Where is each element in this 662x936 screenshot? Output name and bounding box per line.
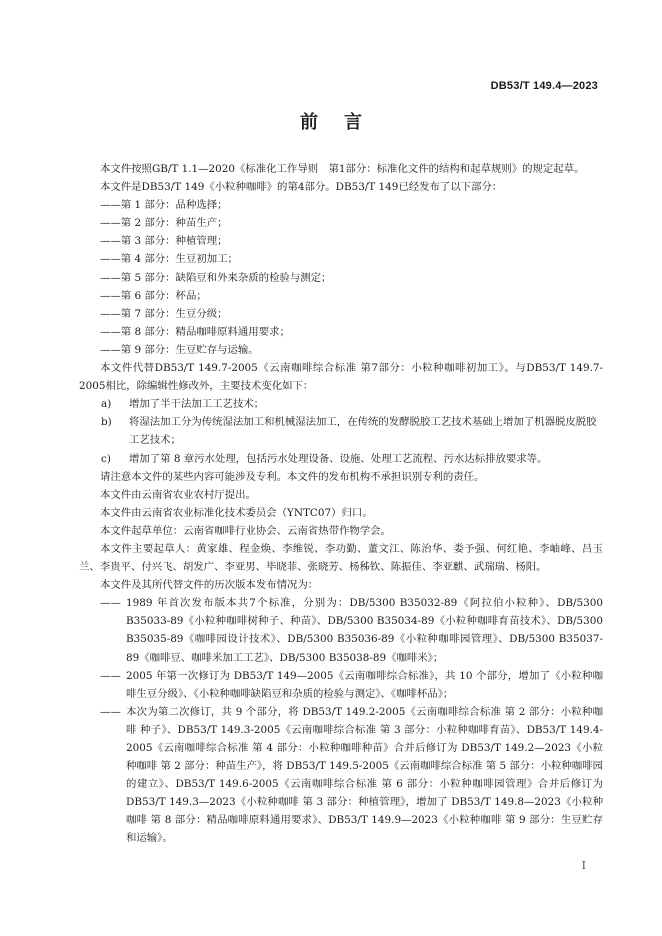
paragraph-drafting-units: 本文件起草单位：云南省咖啡行业协会、云南省热带作物学会。 [100, 524, 391, 537]
list-item-text: 2005 年第一次修订为 DB53/T 149—2005《云南咖啡综合标准》，共 10 个部分，增加了《小粒种咖啡生豆分级》、《小粒种咖啡缺陷豆和杂质的检验与测定》、《咖啡杯品》； [126, 669, 603, 700]
list-item: ——第 7 部分：生豆分级； [100, 307, 228, 320]
list-item [79, 413, 603, 449]
paragraph-patent-notice: 请注意本文件的某些内容可能涉及专利。本文件的发布机构不承担识别专利的责任。 [100, 470, 485, 483]
list-item [79, 667, 603, 703]
list-marker: —— [100, 597, 121, 610]
parts-list [79, 196, 603, 359]
list-item-text: 将湿法加工分为传统湿法加工和机械湿法加工，在传统的发酵脱胶工艺技术基础上增加了机器脱皮脱胶工艺技术； [129, 416, 597, 447]
list-item [79, 594, 603, 666]
list-item: ——第 5 部分：缺陷豆和外来杂质的检验与测定； [100, 271, 332, 284]
paragraph-history-intro: 本文件及其所代替文件的历次版本发布情况为： [100, 579, 319, 592]
list-item: ——第 9 部分：生豆贮存与运输。 [100, 343, 259, 356]
changes-list [79, 395, 603, 467]
list-marker: —— [100, 669, 121, 682]
paragraph-drafters: 本文件主要起草人：黄家雄、程金焕、李维锐、李功勤、董文江、陈治华、娄予强、何红艳、李岫峰、吕玉兰、李贵平、付兴飞、胡发广、李亚男、毕晓菲、张晓芳、杨秭钦、陈振佳、李亚麒、武瑞瑞、杨阳。 [79, 542, 603, 574]
list-marker: c) [101, 452, 111, 465]
paragraph-committee: 本文件由云南省农业标准化技术委员会（YNTC07）归口。 [100, 506, 373, 519]
list-item: ——第 3 部分：种植管理； [100, 235, 228, 248]
paragraph-part-info: 本文件是DB53/T 149《小粒种咖啡》的第4部分。DB53/T 149已经发布了以下部分： [100, 181, 503, 194]
list-item [79, 395, 603, 413]
list-item-text: 1989 年首次发布版本共7个标准，分别为：DB/5300 B35032-89《阿拉伯小粒种》、DB/5300 B35033-89《小粒种咖啡树种子、种苗》、DB/5300 B35034-89《小粒种咖啡育苗技术》、DB/5300 B35035-89《咖啡园设计技术》、DB/5300 B35036-89《小粒种咖啡园管理》、DB/5300 B35037-89《咖啡豆、咖啡米加工工艺》、DB/5300 B35038-89《咖啡米》； [126, 597, 603, 664]
list-item-text: 本次为第二次修订，共 9 个部分，将 DB53/T 149.2-2005《云南咖啡综合标准 第 2 部分：小粒种咖啡 种子》、DB53/T 149.3-2005《云南咖啡综合标准 第 3 部分：小粒种咖啡育苗》、DB53/T 149.4-2005《云南咖啡综合标准 第 4 部分：小粒种咖啡种苗》合并后修订为 DB53/T 149.2—2023《小粒种咖啡 第 2 部分：种苗生产》，将 DB53/T 149.5-2005《云南咖啡综合标准 第 5 部分：小粒种咖啡园的建立》、DB53/T 149.6-2005《云南咖啡综合标准 第 6 部分：小粒种咖啡园管理》合并后修订为 DB53/T 149.3—2023《小粒种咖啡 第 3 部分：种植管理》，增加了 DB53/T 149.8—2023《小粒种咖啡 第 8 部分：精品咖啡原料通用要求》、DB53/T 149.9—2023《小粒种咖啡 第 9 部分：生豆贮存和运输》。 [126, 705, 603, 845]
list-item-text: 增加了半干法加工工艺技术； [129, 398, 265, 411]
list-item: ——第 8 部分：精品咖啡原料通用要求； [100, 325, 290, 338]
list-marker: —— [100, 705, 121, 718]
list-item [79, 450, 603, 468]
list-marker: b) [101, 416, 112, 429]
paragraph-replacement: 本文件代替DB53/T 149.7-2005《云南咖啡综合标准 第7部分：小粒种咖啡初加工》。与DB53/T 149.7-2005相比，除编辑性修改外，主要技术变化如下： [79, 362, 603, 393]
page-number: I [581, 859, 586, 872]
paragraph-proposer: 本文件由云南省农业农村厅提出。 [100, 488, 256, 501]
list-item: ——第 2 部分：种苗生产； [100, 217, 228, 230]
foreword-body [79, 160, 603, 848]
paragraph-drafting-rules: 本文件按照GB/T 1.1—2020《标准化工作导则 第1部分：标准化文件的结构和起草规则》的规定起草。 [100, 163, 585, 175]
history-list [79, 594, 603, 847]
list-item: ——第 4 部分：生豆初加工； [100, 253, 238, 266]
page-title: 前言 [300, 112, 388, 133]
list-item: ——第 1 部分：品种选择； [100, 199, 228, 212]
list-marker: a) [101, 398, 112, 411]
list-item: ——第 6 部分：杯品； [100, 289, 207, 302]
list-item-text: 增加了第 8 章污水处理，包括污水处理设备、设施、处理工艺流程、污水达标排放要求等。 [129, 452, 548, 465]
list-item [79, 703, 603, 848]
standard-number: DB53/T 149.4—2023 [490, 80, 598, 92]
